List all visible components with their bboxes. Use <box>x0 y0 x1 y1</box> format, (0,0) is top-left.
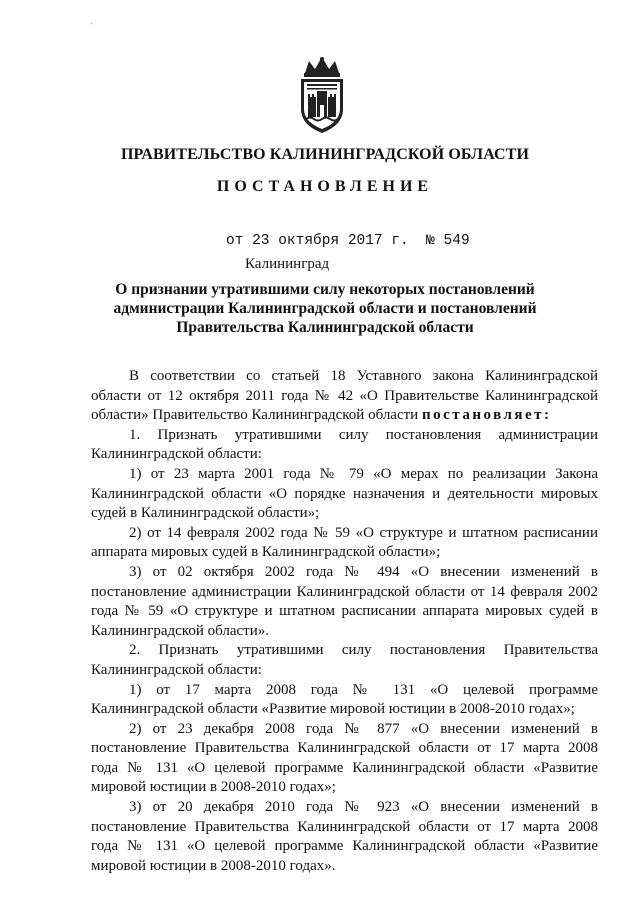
body-line: Калининградской области». <box>91 622 269 639</box>
body-line: года № 131 «О целевой программе Калининградской области «Развитие <box>91 838 598 855</box>
body-line: Калининградской области: <box>91 661 262 678</box>
body-line: 3) от 02 октября 2002 года № 494 «О внесении изменений в <box>129 563 598 580</box>
resolves-word: постановляет: <box>421 407 552 424</box>
document-subject <box>80 280 570 337</box>
government-title: ПРАВИТЕЛЬСТВО КАЛИНИНГРАДСКОЙ ОБЛАСТИ <box>120 146 530 163</box>
body-line: Калининградской области «О порядке назначения и деятельности мировых <box>91 485 598 502</box>
body-line: 2. Признать утратившими силу постановления Правительства <box>129 642 598 659</box>
body-line: 2) от 23 декабря 2008 года № 877 «О внесении изменений в <box>129 720 598 737</box>
body-line: постановление администрации Калининградской области от 14 февраля 2002 <box>91 583 598 600</box>
body-line: постановление Правительства Калининградской области от 17 марта 2008 <box>91 740 598 757</box>
body-line: 3) от 20 декабря 2010 года № 923 «О внесении изменений в <box>129 799 598 816</box>
body-line: мировой юстиции в 2008-2010 годах»; <box>91 779 336 796</box>
coat-of-arms-icon <box>295 55 349 135</box>
document-date: от 23 октября 2017 г. <box>226 233 409 249</box>
body-line: постановление Правительства Калининградской области от 17 марта 2008 <box>91 818 598 835</box>
corner-mark: ' <box>91 23 93 29</box>
body-line <box>91 406 598 426</box>
body-line: 1) от 23 марта 2001 года № 79 «О мерах по реализации Закона <box>129 465 598 482</box>
body-text: области» Правительство Калининградской области <box>91 407 419 424</box>
subject-line: администрации Калининградской области и постановлений <box>113 300 537 317</box>
body-line: Калининградской области: <box>91 446 262 463</box>
body-line: судей в Калининградской области»; <box>91 505 320 522</box>
body-line: аппарата мировых судей в Калининградской области»; <box>91 544 441 561</box>
document-number: № 549 <box>426 233 470 249</box>
body-line: мировой юстиции в 2008-2010 годах». <box>91 857 336 874</box>
subject-line: О признании утратившими силу некоторых постановлений <box>115 281 535 298</box>
document-body <box>91 367 598 876</box>
date-number-line <box>226 233 470 249</box>
body-line: области от 12 октября 2011 года № 42 «О Правительстве Калининградской <box>91 387 598 404</box>
document-type: ПОСТАНОВЛЕНИЕ <box>216 178 434 195</box>
document-city: Калининград <box>245 256 330 272</box>
subject-line: Правительства Калининградской области <box>176 319 474 336</box>
body-line: 1) от 17 марта 2008 года № 131 «О целевой программе <box>129 681 598 698</box>
body-line: года № 59 «О структуре и штатном расписании аппарата мировых судей в <box>91 603 598 620</box>
body-line: 2) от 14 февраля 2002 года № 59 «О структуре и штатном расписании <box>129 524 598 541</box>
body-line: года № 131 «О целевой программе Калининградской области «Развитие <box>91 759 598 776</box>
body-line: Калининградской области «Развитие мировой юстиции в 2008-2010 годах»; <box>91 701 575 718</box>
body-line: 1. Признать утратившими силу постановления администрации <box>129 426 598 443</box>
body-line: В соответствии со статьей 18 Уставного закона Калининградской <box>129 368 598 384</box>
